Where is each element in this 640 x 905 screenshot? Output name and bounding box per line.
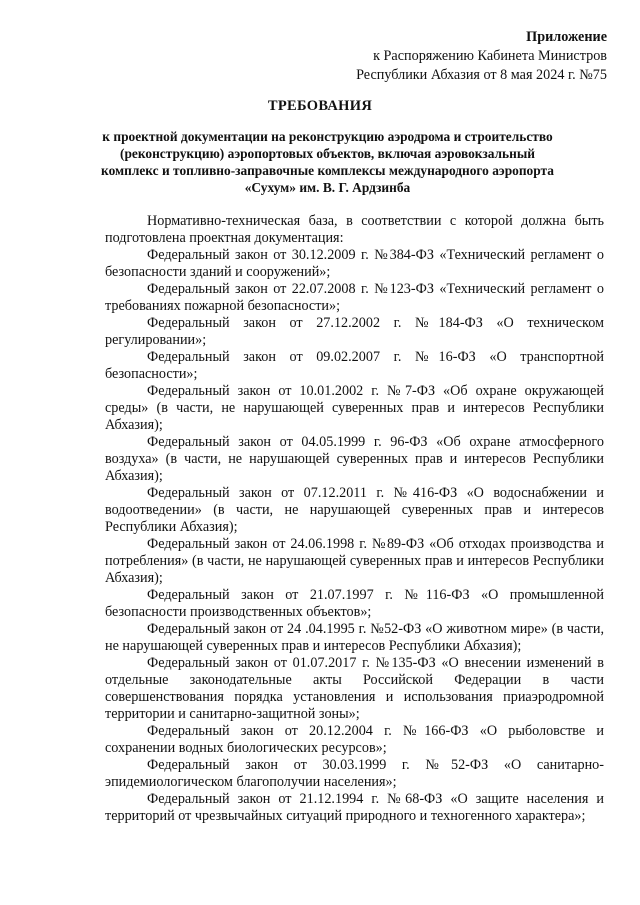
- law-item: Федеральный закон от 24.06.1998 г. №89-ФЗ «Об отходах производства и потребления» (в части, не нарушающей суверенных прав и интересов Республики Абхазия);: [105, 536, 604, 586]
- law-item: Федеральный закон от 07.12.2011 г. №416-ФЗ «О водоснабжении и водоотведении» (в части, не нарушающей суверенных прав и интересов Республики Абхазия);: [105, 485, 604, 535]
- law-item: Федеральный закон от 30.03.1999 г. №52-ФЗ «О санитарно-эпидемиологическом благополучии населения»;: [105, 757, 604, 790]
- law-item: Федеральный закон от 27.12.2002 г. №184-ФЗ «О техническом регулировании»;: [105, 315, 604, 348]
- law-item: Федеральный закон от 24 .04.1995 г. №52-ФЗ «О животном мире» (в части, не нарушающей суверенных прав и интересов Республики Абхазия);: [105, 621, 604, 654]
- law-item: Федеральный закон от 30.12.2009 г. №384-ФЗ «Технический регламент о безопасности зданий и сооружений»;: [105, 247, 604, 280]
- law-item: Федеральный закон от 22.07.2008 г. №123-ФЗ «Технический регламент о требованиях пожарной безопасности»;: [105, 281, 604, 314]
- appendix-line-1: к Распоряжению Кабинета Министров: [373, 48, 607, 64]
- law-item: Федеральный закон от 10.01.2002 г. №7-ФЗ «Об охране окружающей среды» (в части, не нарушающей суверенных прав и интересов Республики Абхазия);: [105, 383, 604, 433]
- document-title: ТРЕБОВАНИЯ: [267, 98, 373, 114]
- law-item: Федеральный закон от 21.07.1997 г. №116-ФЗ «О промышленной безопасности производственных объектов»;: [105, 587, 604, 620]
- law-item: Федеральный закон от 01.07.2017 г. №135-ФЗ «О внесении изменений в отдельные законодательные акты Российской Федерации в части совершенствования порядка установления и использования приаэродромной территории и санитарно-защитной зоны»;: [105, 655, 604, 722]
- appendix-block: [277, 28, 607, 85]
- document-subtitle: к проектной документации на реконструкцию аэродрома и строительство (реконструкцию) аэропортовых объектов, включая аэровокзальный комплекс и топливно-заправочные комплексы международного аэропорта «Сухум» им. В. Г. Ардзинба: [101, 129, 554, 195]
- law-item: Федеральный закон от 21.12.1994 г. №68-ФЗ «О защите населения и территорий от чрезвычайных ситуаций природного и техногенного характера»;: [105, 791, 604, 824]
- law-item: Федеральный закон от 20.12.2004 г. №166-ФЗ «О рыболовстве и сохранении водных биологических ресурсов»;: [105, 723, 604, 756]
- document-body: [105, 213, 604, 825]
- intro-paragraph: Нормативно-техническая база, в соответствии с которой должна быть подготовлена проектная документация:: [105, 213, 604, 246]
- law-item: Федеральный закон от 09.02.2007 г. №16-ФЗ «О транспортной безопасности»;: [105, 349, 604, 382]
- appendix-line-2: Республики Абхазия от 8 мая 2024 г. №75: [356, 67, 607, 83]
- law-item: Федеральный закон от 04.05.1999 г. 96-ФЗ «Об охране атмосферного воздуха» (в части, не нарушающей суверенных прав и интересов Республики Абхазия);: [105, 434, 604, 484]
- appendix-label: Приложение: [526, 29, 607, 45]
